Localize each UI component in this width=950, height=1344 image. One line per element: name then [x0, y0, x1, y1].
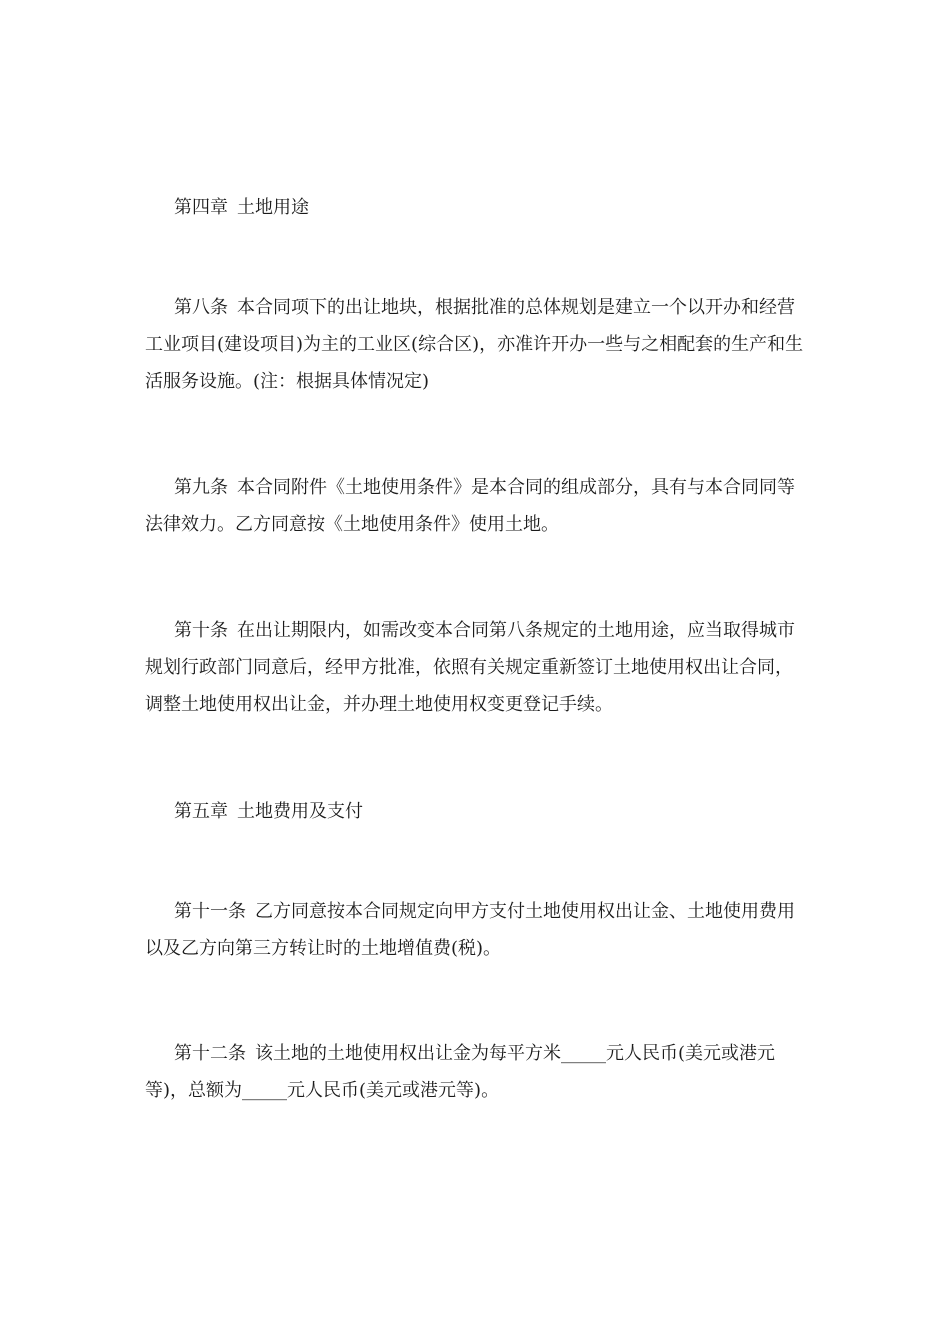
- article-12: [145, 1035, 805, 1109]
- article-8: [145, 289, 805, 400]
- article-11-text: 乙方同意按本合同规定向甲方支付土地使用权出让金、土地使用费用以及乙方向第三方转让时的土地增值费(税)。: [145, 901, 795, 959]
- chapter-4-title: 土地用途: [237, 197, 309, 218]
- chapter-5-number: 第五章: [174, 801, 228, 822]
- article-10-text: 在出让期限内，如需改变本合同第八条规定的土地用途，应当取得城市规划行政部门同意后，经甲方批准，依照有关规定重新签订土地使用权出让合同，调整土地使用权出让金，并办理土地使用权变更登记手续。: [145, 620, 795, 715]
- chapter-5-heading: [174, 793, 363, 830]
- chapter-4-number: 第四章: [174, 197, 228, 218]
- article-8-label: 第八条: [174, 297, 228, 318]
- article-10-label: 第十条: [174, 620, 228, 641]
- article-10: [145, 612, 805, 723]
- article-11-label: 第十一条: [174, 901, 246, 922]
- article-11: [145, 893, 805, 967]
- article-12-label: 第十二条: [174, 1043, 246, 1064]
- article-9-text: 本合同附件《土地使用条件》是本合同的组成部分，具有与本合同同等法律效力。乙方同意按《土地使用条件》使用土地。: [145, 477, 795, 535]
- article-9: [145, 469, 805, 543]
- article-12-text: 该土地的土地使用权出让金为每平方米_____元人民币(美元或港元等)，总额为_____元人民币(美元或港元等)。: [145, 1043, 776, 1101]
- article-9-label: 第九条: [174, 477, 228, 498]
- chapter-5-title: 土地费用及支付: [237, 801, 363, 822]
- chapter-4-heading: [174, 189, 309, 226]
- article-8-text: 本合同项下的出让地块，根据批准的总体规划是建立一个以开办和经营工业项目(建设项目)为主的工业区(综合区)，亦准许开办一些与之相配套的生产和生活服务设施。(注：根据具体情况定): [145, 297, 804, 392]
